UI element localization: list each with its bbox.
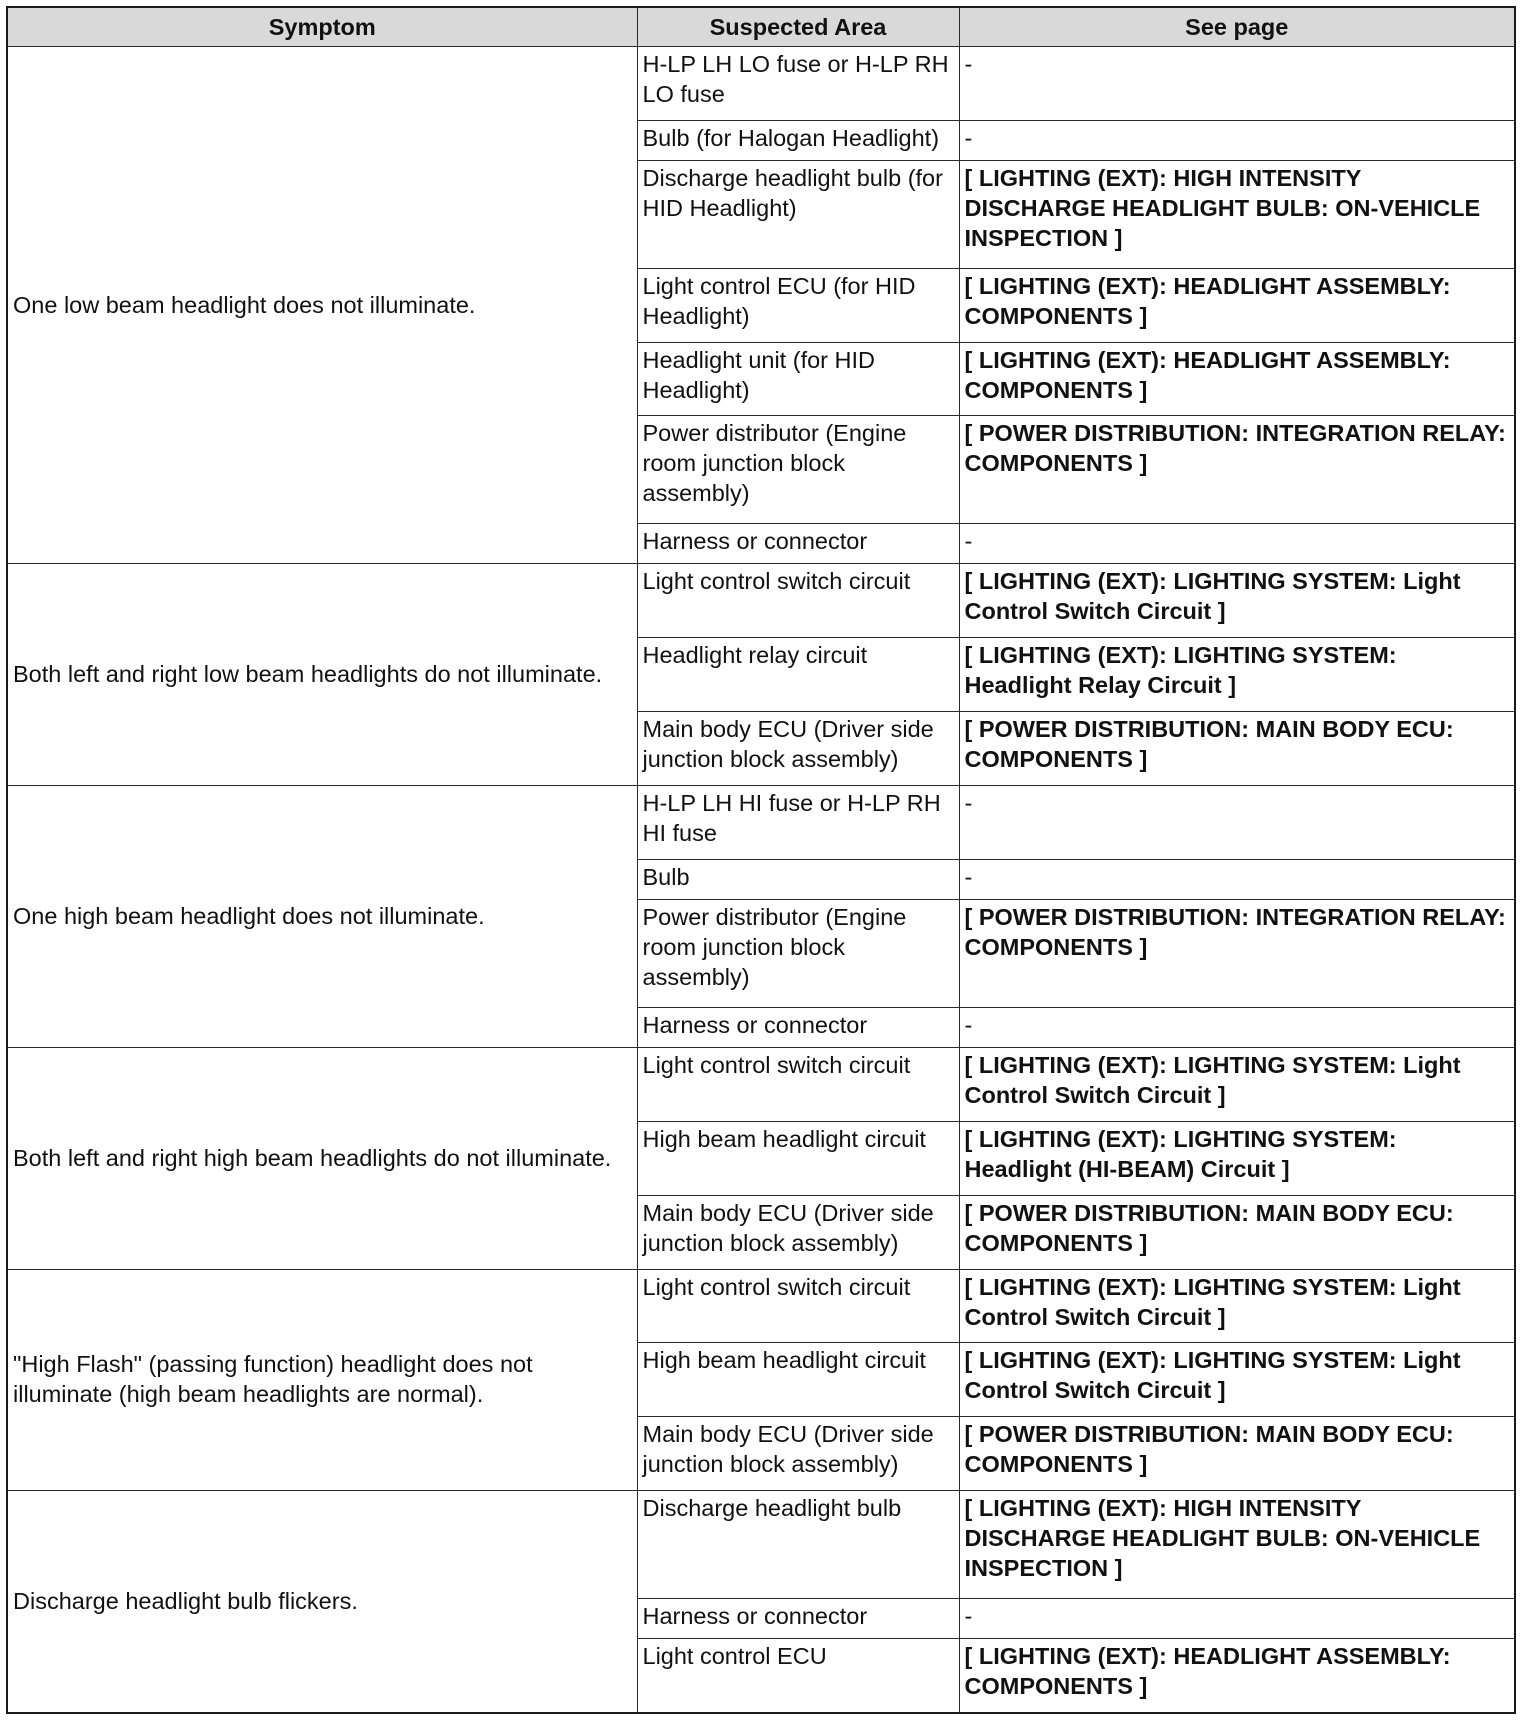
suspected-area-cell: Power distributor (Engine room junction block assembly) [637,416,959,523]
suspected-area-cell: High beam headlight circuit [637,1343,959,1417]
suspected-area-cell: Light control ECU [637,1638,959,1713]
suspected-area-cell: Discharge headlight bulb [637,1491,959,1598]
see-page-cell: [ LIGHTING (EXT): LIGHTING SYSTEM: Light Control Switch Circuit ] [959,1343,1515,1417]
see-page-cell: [ LIGHTING (EXT): HIGH INTENSITY DISCHARGE HEADLIGHT BULB: ON-VEHICLE INSPECTION ] [959,1491,1515,1598]
see-page-cell: - [959,1007,1515,1047]
see-page-cell: - [959,47,1515,121]
suspected-area-cell: Main body ECU (Driver side junction block assembly) [637,1195,959,1269]
see-page-cell: [ LIGHTING (EXT): LIGHTING SYSTEM: Headlight Relay Circuit ] [959,638,1515,712]
suspected-area-cell: Main body ECU (Driver side junction block assembly) [637,711,959,785]
see-page-cell: [ LIGHTING (EXT): LIGHTING SYSTEM: Light Control Switch Circuit ] [959,1269,1515,1343]
see-page-cell: [ LIGHTING (EXT): LIGHTING SYSTEM: Headlight (HI-BEAM) Circuit ] [959,1121,1515,1195]
suspected-area-cell: Harness or connector [637,1007,959,1047]
symptom-cell: Both left and right low beam headlights do not illuminate. [7,564,637,786]
suspected-area-cell: Headlight unit (for HID Headlight) [637,342,959,416]
table-row [7,47,1515,121]
see-page-cell: - [959,523,1515,563]
see-page-cell: [ POWER DISTRIBUTION: MAIN BODY ECU: COMPONENTS ] [959,711,1515,785]
see-page-cell: - [959,859,1515,899]
suspected-area-cell: Main body ECU (Driver side junction block assembly) [637,1417,959,1491]
suspected-area-cell: Light control ECU (for HID Headlight) [637,268,959,342]
symptom-cell: Discharge headlight bulb flickers. [7,1491,637,1713]
table-body [7,47,1515,1714]
suspected-area-cell: Light control switch circuit [637,1269,959,1343]
suspected-area-cell: Headlight relay circuit [637,638,959,712]
table-row [7,564,1515,638]
table-row [7,1491,1515,1598]
table-row [7,785,1515,859]
see-page-cell: [ LIGHTING (EXT): HEADLIGHT ASSEMBLY: COMPONENTS ] [959,1638,1515,1713]
see-page-cell: [ POWER DISTRIBUTION: INTEGRATION RELAY: COMPONENTS ] [959,900,1515,1007]
see-page-cell: [ POWER DISTRIBUTION: INTEGRATION RELAY: COMPONENTS ] [959,416,1515,523]
suspected-area-cell: Harness or connector [637,1598,959,1638]
see-page-cell: [ LIGHTING (EXT): LIGHTING SYSTEM: Light Control Switch Circuit ] [959,1047,1515,1121]
suspected-area-cell: H-LP LH LO fuse or H-LP RH LO fuse [637,47,959,121]
suspected-area-cell: H-LP LH HI fuse or H-LP RH HI fuse [637,785,959,859]
see-page-cell: - [959,785,1515,859]
symptom-cell: One high beam headlight does not illuminate. [7,785,637,1047]
suspected-area-cell: Bulb (for Halogan Headlight) [637,120,959,160]
suspected-area-cell: Power distributor (Engine room junction block assembly) [637,900,959,1007]
table-header [7,7,1515,47]
symptom-cell: One low beam headlight does not illuminate. [7,47,637,564]
see-page-cell: [ POWER DISTRIBUTION: MAIN BODY ECU: COMPONENTS ] [959,1417,1515,1491]
suspected-area-cell: Harness or connector [637,523,959,563]
see-page-cell: [ POWER DISTRIBUTION: MAIN BODY ECU: COMPONENTS ] [959,1195,1515,1269]
see-page-cell: [ LIGHTING (EXT): HIGH INTENSITY DISCHARGE HEADLIGHT BULB: ON-VEHICLE INSPECTION ] [959,161,1515,268]
suspected-area-cell: Bulb [637,859,959,899]
table-row [7,1047,1515,1121]
suspected-area-cell: Light control switch circuit [637,1047,959,1121]
table-row [7,1269,1515,1343]
see-page-cell: - [959,120,1515,160]
symptom-cell: Both left and right high beam headlights do not illuminate. [7,1047,637,1269]
suspected-area-cell: Discharge headlight bulb (for HID Headlight) [637,161,959,268]
see-page-column-header: See page [959,7,1515,47]
symptom-column-header: Symptom [7,7,637,47]
see-page-cell: [ LIGHTING (EXT): HEADLIGHT ASSEMBLY: COMPONENTS ] [959,342,1515,416]
suspected-area-column-header: Suspected Area [637,7,959,47]
header-row [7,7,1515,47]
see-page-cell: [ LIGHTING (EXT): HEADLIGHT ASSEMBLY: COMPONENTS ] [959,268,1515,342]
suspected-area-cell: Light control switch circuit [637,564,959,638]
symptom-cell: "High Flash" (passing function) headlight does not illuminate (high beam headlights are normal). [7,1269,637,1491]
see-page-cell: [ LIGHTING (EXT): LIGHTING SYSTEM: Light Control Switch Circuit ] [959,564,1515,638]
troubleshooting-sheet [6,6,1514,1714]
suspected-area-cell: High beam headlight circuit [637,1121,959,1195]
problem-symptoms-table [6,6,1516,1714]
see-page-cell: - [959,1598,1515,1638]
